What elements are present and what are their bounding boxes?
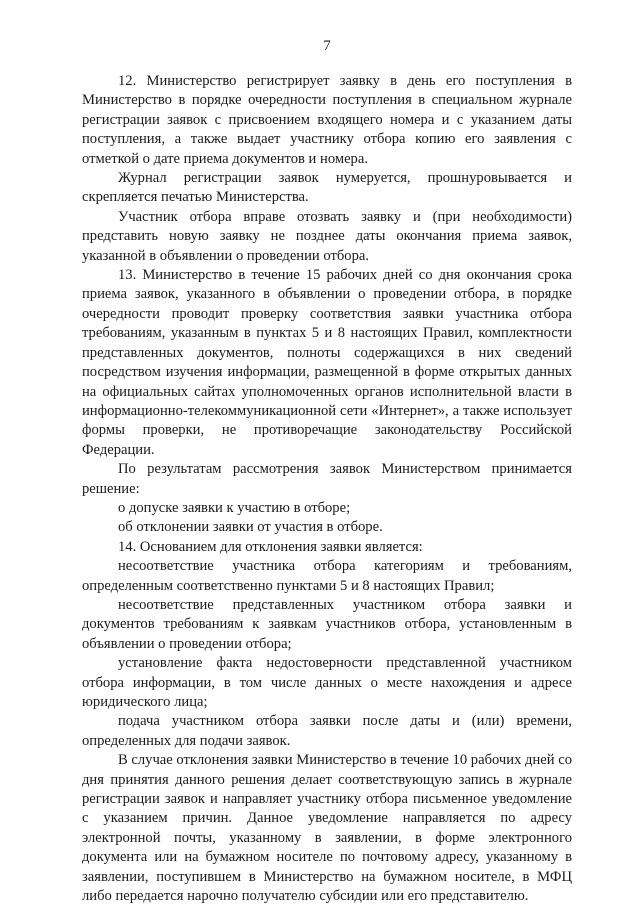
page-number: 7 [323, 38, 331, 54]
paragraph-withdraw: Участник отбора вправе отозвать заявку и (при необходимости) представить новую заявку не позднее даты окончания приема заявок, указанной в объявлении о проведении отбора. [82, 208, 572, 264]
list-item-rejection: об отклонении заявки от участия в отборе. [118, 519, 383, 536]
list-item-category-mismatch: несоответствие участника отбора категориям и требованиям, определенным соответственно пунктами 5 и 8 настоящих Правил; [82, 558, 572, 594]
paragraph-rejection-notice: В случае отклонения заявки Министерство в течение 10 рабочих дней со дня принятия данного решения делает соответствующую запись в журнале регистрации заявок и направляет участнику отбора письменное уведомление с указанием причин. Данное уведомление направляется по адресу электронной почты, указанному в заявлении, в форме электронного документа или на бумажном носителе по почтовому адресу, указанному в заявлении, поступившем в Министерство на бумажном носителе, в МФЦ либо передается нарочно получателю субсидии или его представителю. [82, 752, 572, 905]
list-item-admission: о допуске заявки к участию в отборе; [118, 499, 351, 516]
list-item-late-submission: подача участником отбора заявки после даты и (или) времени, определенных для подачи заявок. [82, 713, 572, 749]
list-item-false-information: установление факта недостоверности представленной участником отбора информации, в том числе данных о месте нахождения и адресе юридического лица; [82, 655, 572, 710]
paragraph-14-grounds: 14. Основанием для отклонения заявки является: [118, 538, 423, 555]
list-item-documents-mismatch: несоответствие представленных участником отбора заявки и документов требованиям к заявкам участников отбора, установленным в объявлении о проведении отбора; [82, 596, 572, 652]
paragraph-13-review: 13. Министерство в течение 15 рабочих дней со дня окончания срока приема заявок, указанного в объявлении о проведении отбора, в порядке очередности проводит проверку соответствия заявки участника отбора требованиям, указанным в пунктах 5 и 8 настоящих Правил, комплектности представленных документов, полноты содержащихся в них сведений посредством изучения информации, размещенной в форме открытых данных на официальных сайтах уполномоченных органов исполнительной власти в информационно-телекоммуникационной сети «Интернет», а также использует формы проверки, не противоречащие законодательству Российской Федерации. [82, 267, 572, 458]
document-body [82, 72, 572, 906]
paragraph-12-registration: 12. Министерство регистрирует заявку в день его поступления в Министерство в порядке очередности поступления в специальном журнале регистрации заявок с присвоением входящего номера и с указанием даты поступления, а также выдает участнику отбора копию его заявления с отметкой о дате приема документов и номера. [82, 73, 572, 167]
paragraph-journal: Журнал регистрации заявок нумеруется, прошнуровывается и скрепляется печатью Министерства. [82, 170, 572, 206]
paragraph-decision: По результатам рассмотрения заявок Министерством принимается решение: [82, 461, 572, 497]
